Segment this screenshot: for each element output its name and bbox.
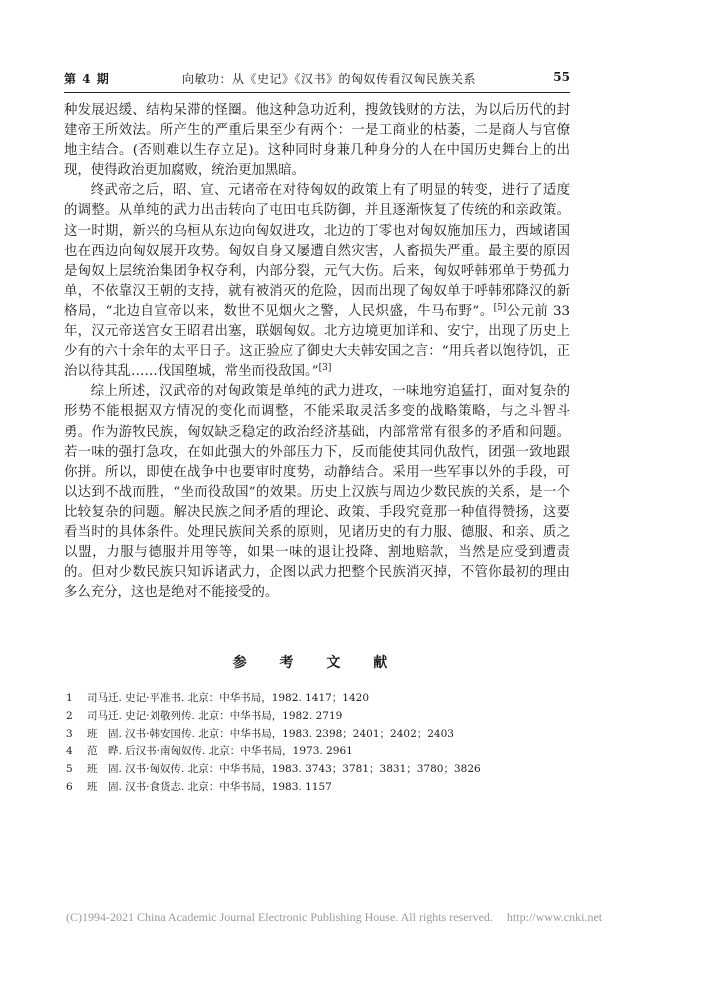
reference-number: 2 (66, 709, 73, 722)
reference-item (66, 761, 570, 779)
article-body (64, 101, 570, 603)
reference-list (66, 690, 570, 797)
citation-3: [3] (318, 363, 332, 374)
paragraph-2-text-a: 终武帝之后，昭、宣、元诸帝在对待匈奴的政策上有了明显的转变，进行了适度的调整。从单纯的武力出击转向了屯田屯兵防御，并且逐渐恢复了传统的和亲政策。这一时期，新兴的乌桓从东边向匈奴进攻，北边的丁零也对匈奴施加压力，西域诸国也在西边向匈奴展开攻势。匈奴自身又屡遭自然灾害，人畜损失严重。最主要的原因是匈奴上层统治集团争权夺利，内部分裂，元气大伤。后来，匈奴呼韩邪单于势孤力单，不依靠汉王朝的支持，就有被消灭的危险，因而出现了匈奴单于呼韩邪降汉的新格局，“北边自宣帝以来，数世不见烟火之警，人民炽盛，牛马布野”。 (64, 183, 570, 319)
reference-text: 班 固. 汉书·韩安国传. 北京：中华书局，1983. 2398；2401；2402；2403 (87, 727, 454, 740)
copyright-notice: (C)1994-2021 China Academic Journal Electronic Publishing House. All rights reserved. (66, 910, 493, 924)
reference-number: 6 (66, 780, 73, 793)
site-url: http://www.cnki.net (506, 910, 603, 924)
paragraph-2-text-b: 公元前 33 年，汉元帝送宫女王昭君出塞，联姻匈奴。北方边境更加详和、安宁，出现了历史上少有的六十余年的太平日子。这正验应了御史大夫韩安国之言：“用兵者以饱待饥，正治以待其乱……伐国堕城，常坐而役敌国。” (64, 303, 570, 380)
citation-5: [5] (493, 302, 507, 313)
reference-number: 3 (66, 727, 73, 740)
references-heading: 参 考 文 献 (232, 655, 402, 671)
page-number: 55 (553, 70, 570, 84)
running-header (64, 70, 570, 90)
running-title: 向敏功：从《史记》《汉书》的匈奴传看汉匈民族关系 (182, 72, 477, 86)
body-paragraph-1: 种发展迟缓、结构呆滞的怪圈。他这种急功近利，搜敛钱财的方法，为以后历代的封建帝王所效法。所产生的严重后果至少有两个：一是工商业的枯萎，二是商人与官僚地主结合。(否则难以生存立足)。这种同时身兼几种身分的人在中国历史舞台上的出现，使得政治更加腐败，统治更加黑暗。 (64, 103, 570, 179)
reference-item (66, 726, 570, 744)
reference-item (66, 708, 570, 726)
reference-item (66, 779, 570, 797)
issue-number: 第 4 期 (64, 72, 110, 86)
reference-text: 司马迁. 史记·平准书. 北京：中华书局，1982. 1417；1420 (87, 692, 370, 704)
reference-text: 班 固. 汉书·匈奴传. 北京：中华书局，1983. 3743；3781；3831；3780；3826 (87, 763, 481, 776)
reference-text: 司马迁. 史记·刘敬列传. 北京：中华书局，1982. 2719 (87, 709, 343, 722)
reference-item (66, 743, 570, 761)
reference-number: 1 (66, 692, 73, 704)
body-paragraph-2 (64, 181, 570, 382)
reference-number: 5 (66, 763, 73, 776)
reference-text: 班 固. 汉书·食货志. 北京：中华书局，1983. 1157 (87, 780, 332, 793)
reference-text: 范 晔. 后汉书·南匈奴传. 北京：中华书局，1973. 2961 (87, 745, 353, 758)
copyright-watermark (66, 910, 602, 925)
reference-item (66, 690, 570, 708)
header-rule (64, 92, 570, 93)
body-paragraph-3: 综上所述，汉武帝的对匈政策是单纯的武力进攻，一味地穷追猛打，面对复杂的形势不能根据双方情况的变化而调整，不能采取灵活多变的战略策略，与之斗智斗勇。作为游牧民族，匈奴缺乏稳定的政治经济基础，内部常常有很多的矛盾和问题。若一味的强打急攻，在如此强大的外部压力下，反而能使其同仇敌忾，团强一致地跟你拼。所以，即使在战争中也要审时度势，动静结合。采用一些军事以外的手段，可以达到不战而胜，“坐而役敌国”的效果。历史上汉族与周边少数民族的关系，是一个比较复杂的问题。解决民族之间矛盾的理论、政策、手段究竟那一种值得赞扬，这要看当时的具体条件。处理民族间关系的原则，见诸历史的有力服、德服、和亲、质之以盟，力服与德服并用等等，如果一味的退让投降、割地赔款，当然是应受到遭责的。但对少数民族只知诉诸武力，企图以武力把整个民族消灭掉，不管你最初的理由多么充分，这也是绝对不能接受的。 (64, 384, 570, 601)
reference-number: 4 (66, 745, 73, 758)
